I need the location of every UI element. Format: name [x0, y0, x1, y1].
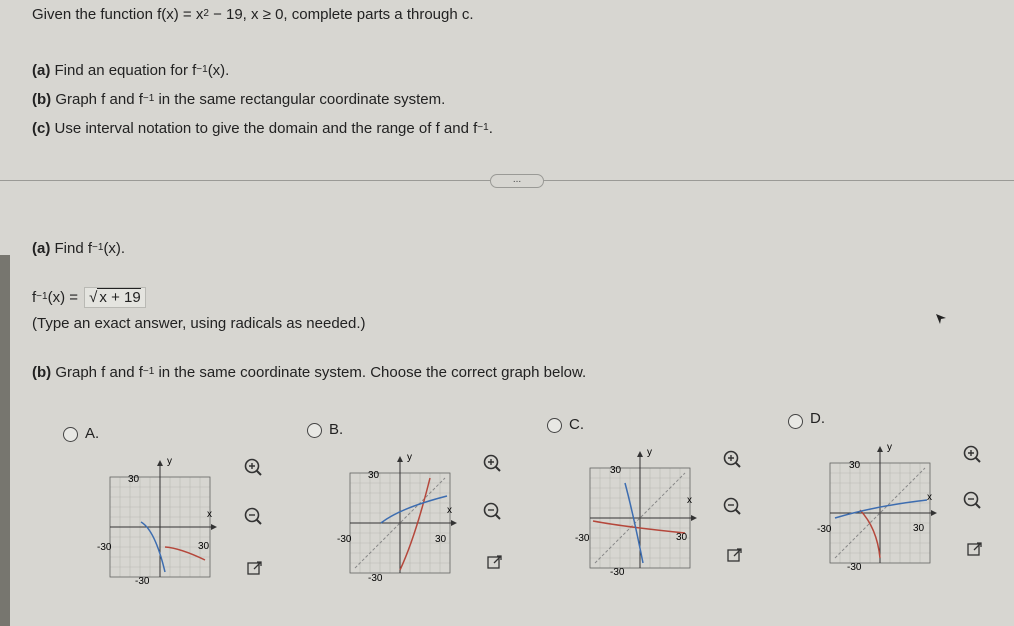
question-part-c: (c) Use interval notation to give the domain and the range of f and $f^{-1}$.	[32, 120, 493, 137]
option-d-x-label: x	[927, 492, 932, 503]
more-button[interactable]: ...	[490, 174, 544, 188]
open-external-icon[interactable]	[246, 559, 264, 577]
option-b-x-label: x	[447, 505, 452, 516]
option-a-y-label: y	[167, 456, 172, 467]
option-a-y-tick: 30	[128, 474, 140, 485]
option-a-graph	[95, 452, 225, 592]
option-d-x-tick-neg: -30	[817, 524, 832, 535]
option-a-radio[interactable]	[63, 427, 78, 442]
option-d-y-tick-neg: -30	[847, 562, 862, 573]
open-external-icon[interactable]	[726, 546, 744, 564]
option-c-y-label: y	[647, 447, 652, 458]
option-b-y-label: y	[407, 452, 412, 463]
answer-a-hint: (Type an exact answer, using radicals as needed.)	[32, 315, 366, 332]
option-b-y-tick-neg: -30	[368, 573, 383, 584]
answer-a-prompt: (a) Find $f^{-1}(x)$.	[32, 240, 126, 257]
option-d-y-label: y	[887, 442, 892, 453]
option-b-graph	[335, 448, 465, 588]
option-a-x-tick: 30	[198, 541, 210, 552]
zoom-in-icon[interactable]	[482, 453, 502, 473]
zoom-out-icon[interactable]	[482, 501, 502, 521]
option-d-graph	[815, 438, 945, 578]
option-c-label: C.	[569, 416, 584, 433]
zoom-out-icon[interactable]	[722, 496, 742, 516]
option-a-y-tick-neg: -30	[135, 576, 150, 587]
zoom-in-icon[interactable]	[243, 457, 263, 477]
option-d-label: D.	[810, 410, 825, 427]
left-scroll-bar	[0, 255, 10, 626]
answer-b-prompt: (b) Graph f and $f^{-1}$ in the same coordinate system. Choose the correct graph below.	[32, 364, 587, 381]
option-b-label: B.	[329, 421, 344, 438]
question-intro: Given the function $f(x) = x^2 - 19$, x ≥ 0, complete parts a through c.	[32, 6, 474, 23]
option-a-label: A.	[85, 425, 100, 442]
option-c-x-tick: 30	[676, 532, 688, 543]
answer-a-equation: $f^{-1}(x)$ = √ x + 19	[32, 287, 146, 308]
option-c-radio[interactable]	[547, 418, 562, 433]
answer-input[interactable]: √ x + 19	[84, 287, 146, 308]
option-c-y-tick: 30	[610, 465, 622, 476]
option-c-x-tick-neg: -30	[575, 533, 590, 544]
question-part-b: (b) Graph f and $f^{-1}$ in the same rectangular coordinate system.	[32, 91, 446, 108]
option-c-y-tick-neg: -30	[610, 567, 625, 578]
option-d-y-tick: 30	[849, 460, 861, 471]
option-c-x-label: x	[687, 495, 692, 506]
question-part-a: (a) Find an equation for $f^{-1}(x)$.	[32, 62, 230, 79]
mouse-cursor-icon	[934, 312, 948, 326]
zoom-out-icon[interactable]	[243, 506, 263, 526]
zoom-in-icon[interactable]	[722, 449, 742, 469]
option-b-y-tick: 30	[368, 470, 380, 481]
option-a-x-label: x	[207, 509, 212, 520]
option-b-x-tick-neg: -30	[337, 534, 352, 545]
zoom-in-icon[interactable]	[962, 444, 982, 464]
open-external-icon[interactable]	[966, 540, 984, 558]
option-b-radio[interactable]	[307, 423, 322, 438]
option-b-x-tick: 30	[435, 534, 447, 545]
zoom-out-icon[interactable]	[962, 490, 982, 510]
option-a-x-tick-neg: -30	[97, 542, 112, 553]
option-c-graph	[575, 443, 705, 583]
open-external-icon[interactable]	[486, 553, 504, 571]
option-d-radio[interactable]	[788, 414, 803, 429]
option-d-x-tick: 30	[913, 523, 925, 534]
